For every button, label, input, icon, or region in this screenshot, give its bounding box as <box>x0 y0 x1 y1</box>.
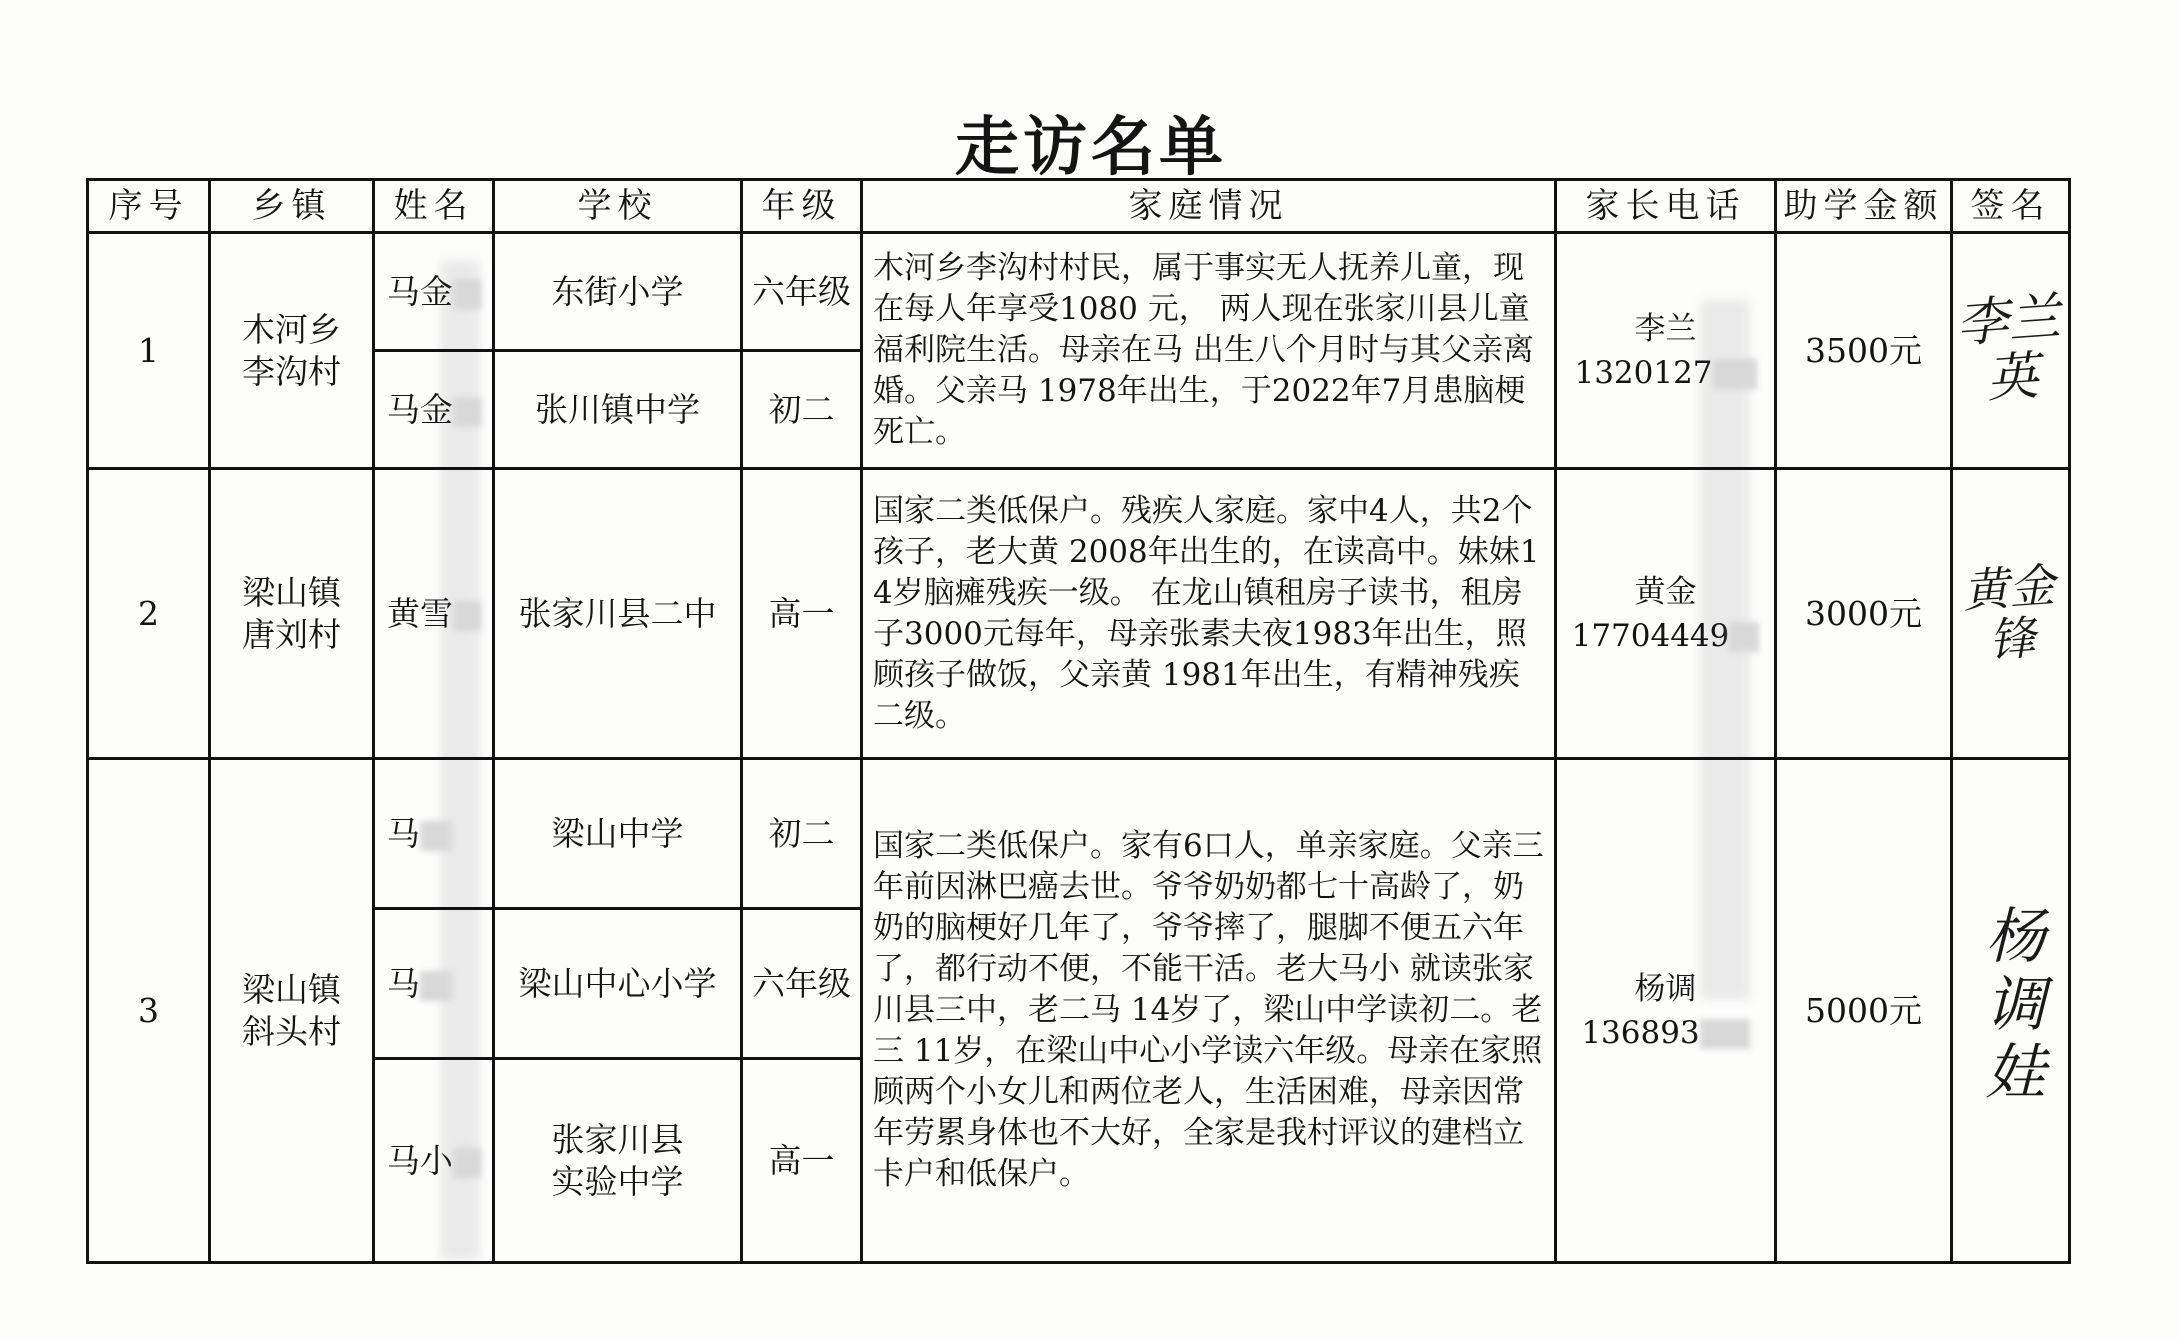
row-number: 3 <box>88 759 210 1263</box>
header-school: 学校 <box>494 180 742 233</box>
redaction-blur <box>1700 1019 1750 1049</box>
grade-cell: 六年级 <box>742 233 862 351</box>
student-name: 马金 <box>374 351 494 469</box>
table-row <box>88 233 2070 351</box>
roster-table <box>86 178 2071 1264</box>
header-amount: 助学金额 <box>1776 180 1952 233</box>
table-row <box>88 759 2070 909</box>
student-name: 马金 <box>374 233 494 351</box>
header-phone: 家长电话 <box>1556 180 1776 233</box>
header-no: 序号 <box>88 180 210 233</box>
school-cell: 张家川县二中 <box>494 469 742 759</box>
aid-amount: 3500元 <box>1776 233 1952 469</box>
family-situation: 国家二类低保户。残疾人家庭。家中4人，共2个孩子，老大黄 2008年出生的，在读高中。妹妹14岁脑瘫残疾一级。 在龙山镇租房子读书，租房子3000元每年，母亲张素夫夜1983年出生，照顾孩子做饭，父亲黄 1981年出生，有精神残疾二级。 <box>862 469 1556 759</box>
student-name: 马 <box>374 909 494 1059</box>
grade-cell: 高一 <box>742 469 862 759</box>
header-family: 家庭情况 <box>862 180 1556 233</box>
row-number: 2 <box>88 469 210 759</box>
aid-amount: 3000元 <box>1776 469 1952 759</box>
student-name: 马小 <box>374 1059 494 1263</box>
parent-phone: 17704449 <box>1557 614 1774 658</box>
signature-cell <box>1952 233 2070 469</box>
header-grade: 年级 <box>742 180 862 233</box>
redaction-blur <box>453 279 481 309</box>
signature: 李兰英 <box>1954 287 2063 411</box>
parent-phone: 1320127 <box>1557 351 1774 395</box>
redaction-blur <box>420 821 452 851</box>
school-cell: 张家川县 实验中学 <box>494 1059 742 1263</box>
school-cell: 东街小学 <box>494 233 742 351</box>
town-cell: 梁山镇 唐刘村 <box>210 469 374 759</box>
family-situation: 木河乡李沟村村民，属于事实无人抚养儿童，现在每人年享受1080 元， 两人现在张家川县儿童福利院生活。母亲在马 出生八个月时与其父亲离婚。父亲马 1978年出生，于2022年7月患脑梗死亡。 <box>862 233 1556 469</box>
redaction-blur <box>1713 359 1757 389</box>
parent-contact <box>1556 233 1776 469</box>
signature: 黄金锋 <box>1960 557 2057 667</box>
redaction-blur <box>453 1148 481 1178</box>
grade-cell: 初二 <box>742 351 862 469</box>
town-cell: 木河乡 李沟村 <box>210 233 374 469</box>
header-signature: 签名 <box>1952 180 2070 233</box>
signature-cell <box>1952 469 2070 759</box>
header-row <box>88 180 2070 233</box>
aid-amount: 5000元 <box>1776 759 1952 1263</box>
grade-cell: 高一 <box>742 1059 862 1263</box>
town-cell: 梁山镇 斜头村 <box>210 759 374 1263</box>
student-name: 黄雪 <box>374 469 494 759</box>
student-name: 马 <box>374 759 494 909</box>
signature: 杨调娃 <box>1975 903 2046 1108</box>
parent-contact <box>1556 759 1776 1263</box>
signature-cell <box>1952 759 2070 1263</box>
redaction-blur <box>453 397 481 427</box>
school-cell: 梁山中心小学 <box>494 909 742 1059</box>
header-town: 乡镇 <box>210 180 374 233</box>
parent-name: 杨调 <box>1634 970 1697 1007</box>
redaction-blur <box>1729 622 1759 652</box>
grade-cell: 六年级 <box>742 909 862 1059</box>
table-row <box>88 469 2070 759</box>
parent-phone: 136893 <box>1557 1011 1774 1055</box>
school-cell: 张川镇中学 <box>494 351 742 469</box>
header-name: 姓名 <box>374 180 494 233</box>
row-number: 1 <box>88 233 210 469</box>
parent-name: 黄金 <box>1634 573 1697 610</box>
parent-contact <box>1556 469 1776 759</box>
redaction-blur <box>420 971 452 1001</box>
page-title: 走访名单 <box>955 111 1227 185</box>
redaction-blur <box>453 601 481 631</box>
family-situation: 国家二类低保户。家有6口人，单亲家庭。父亲三年前因淋巴癌去世。爷爷奶奶都七十高龄了，奶奶的脑梗好几年了，爷爷摔了，腿脚不便五六年了，都行动不便，不能干活。老大马小 就读张家川县三中，老二马 14岁了，梁山中学读初二。老三 11岁，在梁山中心小学读六年级。母亲在家照顾两个小女儿和两位老人，生活困难，母亲因常年劳累身体也不大好，全家是我村评议的建档立卡户和低保户。 <box>862 759 1556 1263</box>
parent-name: 李兰 <box>1634 310 1697 347</box>
grade-cell: 初二 <box>742 759 862 909</box>
school-cell: 梁山中学 <box>494 759 742 909</box>
